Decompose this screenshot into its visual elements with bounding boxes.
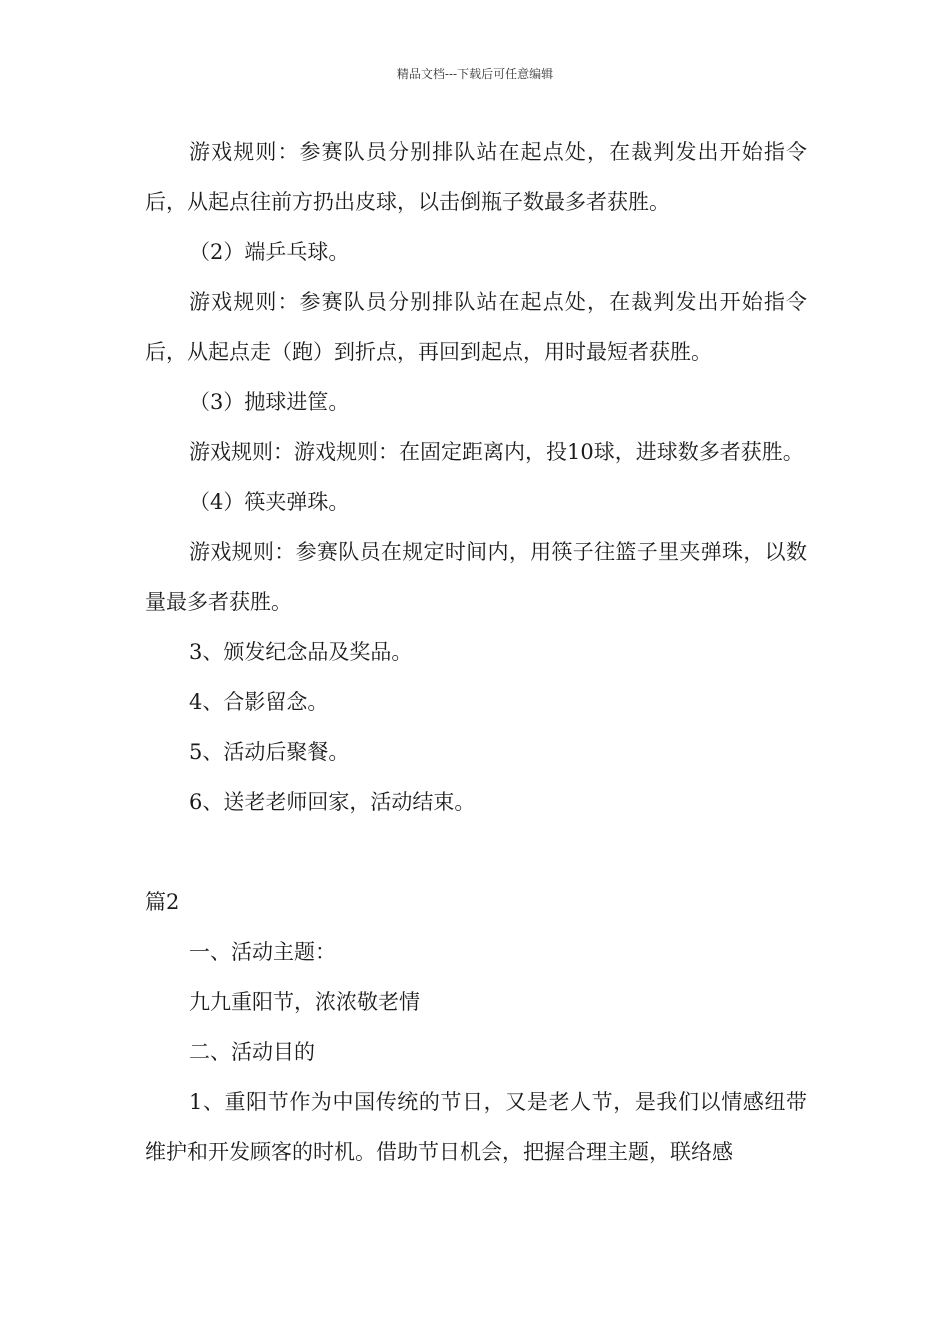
section-spacer [145,827,807,877]
heading-activity-purpose: 二、活动目的 [189,1040,315,1064]
paragraph-step-5: 5、活动后聚餐。 [189,740,350,764]
paragraph-rule-1: 游戏规则：参赛队员分别排队站在起点处，在裁判发出开始指令后，从起点往前方扔出皮球，以击倒瓶子数最多者获胜。 [145,140,807,214]
activity-theme-text: 九九重阳节，浓浓敬老情 [189,990,420,1014]
page-header: 精品文档---下载后可任意编辑 [396,67,554,81]
paragraph-step-4: 4、合影留念。 [189,690,329,714]
paragraph-item-4: （4）筷夹弹珠。 [189,490,350,514]
paragraph-rule-4: 游戏规则：参赛队员在规定时间内，用筷子往篮子里夹弹珠，以数量最多者获胜。 [145,540,807,614]
paragraph-item-2: （2）端乒乓球。 [189,240,350,264]
paragraph-rule-2: 游戏规则：参赛队员分别排队站在起点处，在裁判发出开始指令后，从起点走（跑）到折点，再回到起点，用时最短者获胜。 [145,290,807,364]
heading-activity-theme: 一、活动主题： [189,940,336,964]
paragraph-step-3: 3、颁发纪念品及奖品。 [189,640,413,664]
paragraph-step-6: 6、送老老师回家，活动结束。 [189,790,476,814]
activity-purpose-text: 1、重阳节作为中国传统的节日，又是老人节，是我们以情感纽带维护和开发顾客的时机。借助节日机会，把握合理主题，联络感 [145,1090,807,1164]
document-body [145,127,807,1177]
paragraph-rule-3: 游戏规则：游戏规则：在固定距离内，投10球，进球数多者获胜。 [189,440,804,464]
section-title: 篇2 [145,890,180,914]
paragraph-item-3: （3）抛球进筐。 [189,390,350,414]
